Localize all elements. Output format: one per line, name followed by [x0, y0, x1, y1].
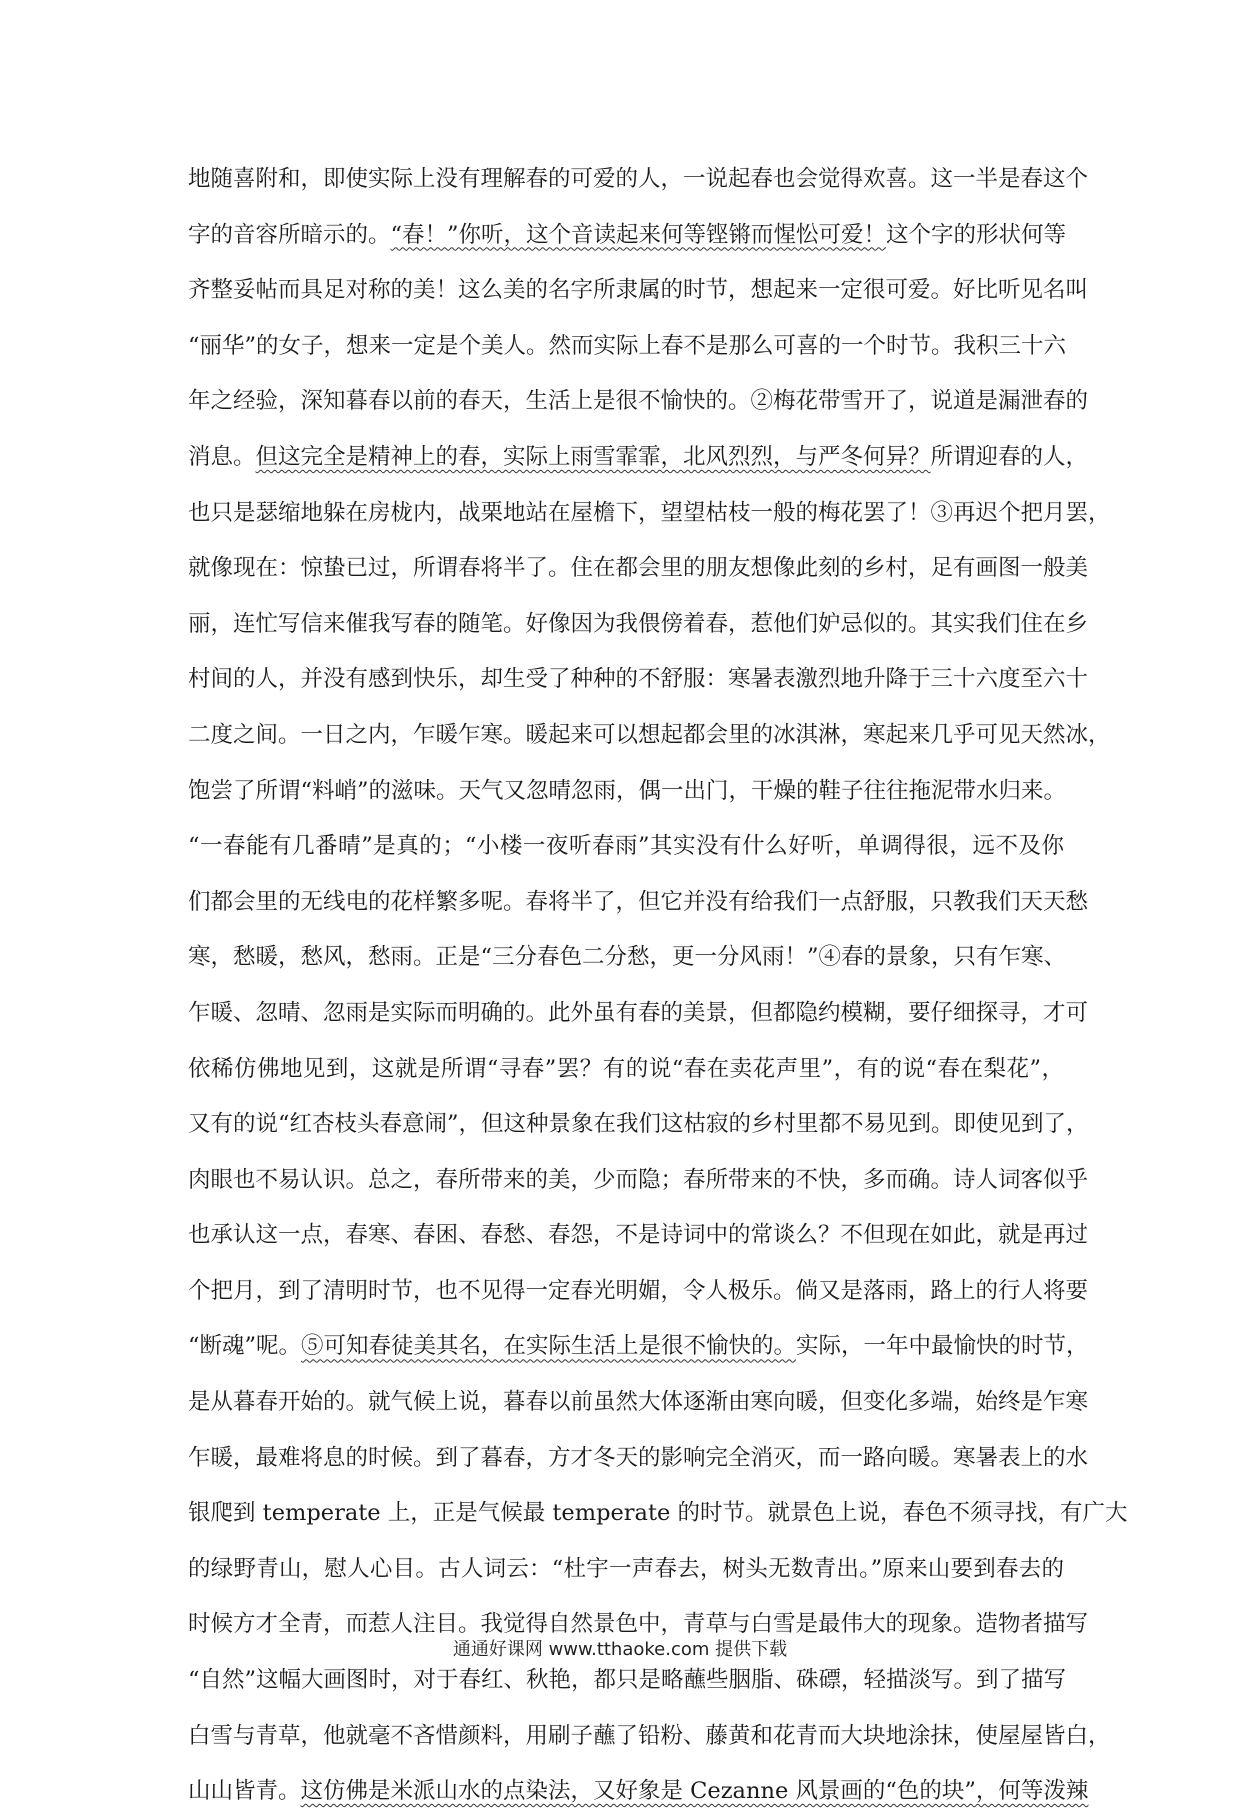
text-line: [188, 1208, 1089, 1264]
text-segment: 村间的人，并没有感到快乐，却生受了种种的不舒服：寒暑表激烈地升降于三十六度至六十: [188, 666, 1089, 693]
text-line: [188, 1486, 1128, 1542]
text-segment: 实际，一年中最愉快的时节，: [796, 1333, 1089, 1360]
text-line: [188, 1042, 1064, 1098]
text-segment: 个把月，到了清明时节，也不见得一定春光明媚，令人极乐。倘又是落雨，路上的行人将要: [188, 1277, 1089, 1304]
text-line: [188, 1153, 1089, 1209]
text-segment: 也承认这一点，春寒、春困、春愁、春怨，不是诗词中的常谈么？不但现在如此，就是再过: [188, 1222, 1089, 1249]
text-line: [188, 1319, 1089, 1375]
text-segment: 二度之间。一日之内，乍暖乍寒。暖起来可以想起都会里的冰淇淋，寒起来几乎可见天然冰，: [188, 721, 1111, 748]
text-segment: 乍暖，最难将息的时候。到了暮春，方才冬天的影响完全消灭，而一路向暖。寒暑表上的水: [188, 1444, 1089, 1471]
text-segment: 肉眼也不易认识。总之，春所带来的美，少而隐；春所带来的不快，多而确。诗人词客似乎: [188, 1166, 1089, 1193]
text-segment: 这个字的形状何等: [886, 221, 1067, 248]
underlined-phrase: 但这完全是精神上的春，实际上雨雪霏霏，北风烈烈，与严冬何异？: [255, 443, 931, 470]
text-line: [188, 1542, 1064, 1598]
text-line: [188, 152, 1089, 208]
text-segment: 所谓迎春的人，: [930, 443, 1089, 470]
text-segment: 又有的说“红杏枝头春意闹”，但这种景象在我们这枯寂的乡村里都不易见到。即使见到了，: [188, 1111, 1089, 1138]
text-segment: 银爬到 temperate 上，正是气候最 temperate 的时节。就景色上说，春色不须寻找，有广大: [188, 1500, 1128, 1527]
text-line: [188, 263, 1089, 319]
text-line: [188, 1431, 1089, 1487]
text-segment: “一春能有几番晴”是真的；“小楼一夜听春雨”其实没有什么好听，单调得很，远不及你: [188, 833, 1064, 860]
text-line: [188, 1097, 1089, 1153]
text-segment: 字的音容所暗示的。: [188, 221, 391, 248]
underlined-phrase: 这仿佛是米派山水的点染法，又好象是 Cezanne 风景画的“色的块”，何等泼辣: [300, 1778, 1089, 1805]
text-segment: 山山皆青。: [188, 1778, 301, 1805]
text-segment: 的绿野青山，慰人心目。古人词云：“杜宇一声春去，树头无数青出。”原来山要到春去的: [188, 1555, 1064, 1582]
text-line: [188, 319, 1067, 375]
text-segment: 地随喜附和，即使实际上没有理解春的可爱的人，一说起春也会觉得欢喜。这一半是春这个: [188, 166, 1089, 192]
text-segment: 依稀仿佛地见到，这就是所谓“寻春”罢？有的说“春在卖花声里”，有的说“春在梨花”，: [188, 1055, 1064, 1082]
text-segment: “自然”这幅大画图时，对于春红、秋艳，都只是略蘸些胭脂、硃磦，轻描淡写。到了描写: [188, 1667, 1067, 1694]
text-segment: 乍暖、忽晴、忽雨是实际而明确的。此外虽有春的美景，但都隐约模糊，要仔细探寻，才可: [188, 999, 1089, 1026]
text-segment: 时候方才全青，而惹人注目。我觉得自然景色中，青草与白雪是最伟大的现象。造物者描写: [188, 1611, 1089, 1638]
underlined-phrase: ⑤可知春徒美其名，在实际生活上是很不愉快的。: [301, 1333, 797, 1360]
text-line: [188, 764, 1067, 820]
text-line: [188, 1264, 1089, 1320]
text-line: [188, 486, 1111, 542]
text-line: [188, 930, 1067, 986]
text-segment: “断魂”呢。: [188, 1333, 302, 1360]
text-line: [188, 430, 1089, 486]
text-segment: 白雪与青草，他就毫不吝惜颜料，用刷子蘸了铅粉、藤黄和花青而大块地涂抹，使屋屋皆白，: [188, 1722, 1111, 1749]
text-line: [188, 875, 1089, 931]
text-line: [188, 708, 1111, 764]
text-line: [188, 1653, 1067, 1709]
text-line: [188, 819, 1064, 875]
text-line: [188, 652, 1089, 708]
text-segment: 也只是瑟缩地躲在房栊内，战栗地站在屋檐下，望望枯枝一般的梅花罢了！③再迟个把月罢，: [188, 499, 1111, 526]
text-segment: 丽，连忙写信来催我写春的随笔。好像因为我偎傍着春，惹他们妒忌似的。其实我们住在乡: [188, 610, 1089, 637]
text-line: [188, 541, 1089, 597]
text-segment: 饱尝了所谓“料峭”的滋味。天气又忽晴忽雨，偶一出门，干燥的鞋子往往拖泥带水归来。: [188, 777, 1067, 804]
text-segment: 寒，愁暖，愁风，愁雨。正是“三分春色二分愁，更一分风雨！”④春的景象，只有乍寒、: [188, 944, 1067, 971]
text-segment: 就像现在：惊蛰已过，所谓春将半了。住在都会里的朋友想像此刻的乡村，足有画图一般美: [188, 555, 1089, 582]
text-line: [188, 986, 1089, 1042]
text-segment: 消息。: [188, 443, 256, 470]
underlined-phrase: “春！”你听，这个音读起来何等铿锵而惺忪可爱！: [390, 221, 887, 248]
text-segment: 齐整妥帖而具足对称的美！这么美的名字所隶属的时节，想起来一定很可爱。好比听见名叫: [188, 277, 1089, 304]
text-segment: 们都会里的无线电的花样繁多呢。春将半了，但它并没有给我们一点舒服，只教我们天天愁: [188, 888, 1089, 915]
essay-body: [188, 152, 1128, 1820]
text-segment: “丽华”的女子，想来一定是个美人。然而实际上春不是那么可喜的一个时节。我积三十六: [188, 332, 1067, 359]
text-line: [188, 597, 1089, 653]
text-segment: 年之经验，深知暮春以前的春天，生活上是很不愉快的。②梅花带雪开了，说道是漏泄春的: [188, 388, 1089, 415]
text-line: [188, 208, 1067, 264]
text-line: [188, 374, 1089, 430]
text-line: [188, 1375, 1089, 1431]
page-footer: 通通好课网 www.tthaoke.com 提供下载: [452, 1639, 788, 1660]
text-segment: 是从暮春开始的。就气候上说，暮春以前虽然大体逐渐由寒向暖，但变化多端，始终是乍寒: [188, 1389, 1089, 1416]
text-line: [188, 1709, 1111, 1765]
text-line: [188, 1764, 1089, 1820]
